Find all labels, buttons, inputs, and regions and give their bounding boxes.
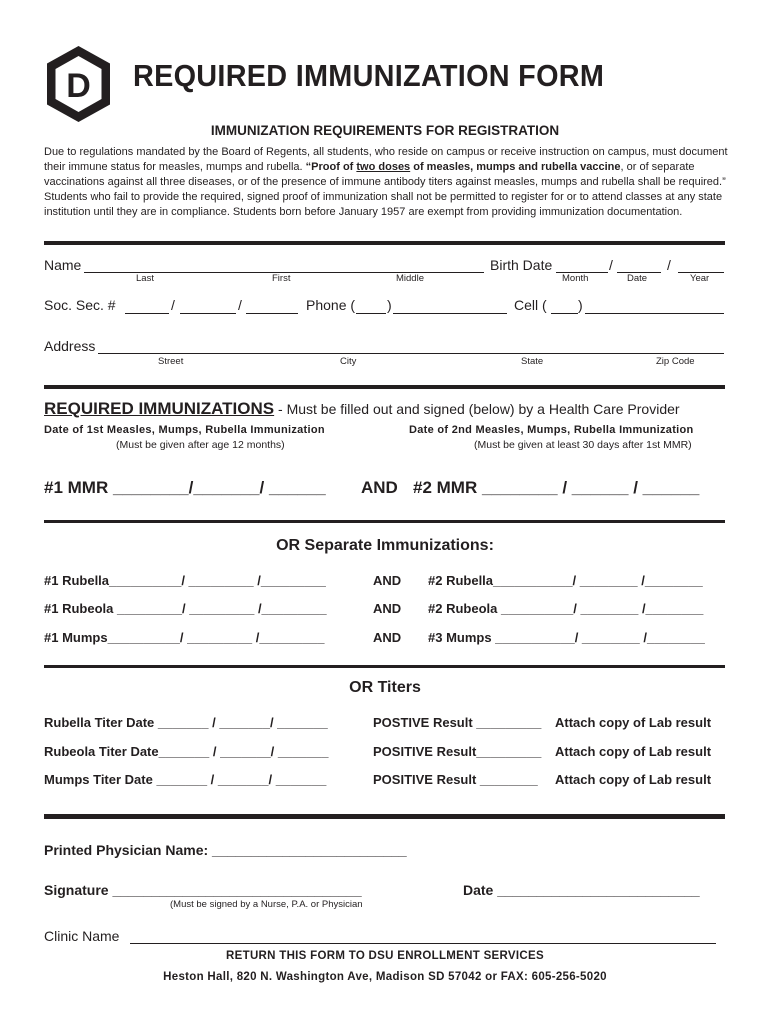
attach-lab-note: Attach copy of Lab result [555,772,712,787]
rubella-dose-2-field[interactable]: #2 Rubella___________/ ________ /________ [428,573,703,588]
birth-sub-date: Date [627,273,648,284]
address-sub-zip: Zip Code [656,356,695,367]
rubeola-dose-2-field[interactable]: #2 Rubeola __________/ ________ /________ [428,601,704,616]
ssn-field-1[interactable] [125,313,169,314]
mmr2-date-field[interactable]: #2 MMR ________ / ______ / ______ [413,478,700,497]
divider [44,665,725,668]
mumps-dose-2-field[interactable]: #3 Mumps ___________/ ________ /________ [428,630,705,645]
rubella-titer-result-field[interactable]: POSTIVE Result _________ [373,715,542,730]
cell-field[interactable] [585,313,724,314]
clinic-name-field[interactable] [130,943,716,944]
phone-close: ) [387,297,392,313]
and-label: AND [373,601,402,616]
intro-paragraph: Due to regulations mandated by the Board of Regents, all students, who reside on campus or receive instruction on campus, must document their immune status for measles, mumps and rubella. “Proof of two doses of measles, mumps and rubella vaccine, or of separate vaccinations against all three diseases, or of the presence of immune antibody titers against measles, mumps and rubella shall be required.” Students who fail to provide the required, signed proof of immunization shall not be permitted to register for or to attend classes at any state institution until they are in compliance. Students born before January 1957 are exempt from providing immunization documentation. [44,146,728,218]
mmr1-date-field[interactable]: #1 MMR ________/_______/ ______ [44,478,326,497]
address-field[interactable] [98,353,724,354]
dsu-logo [44,44,113,124]
ssn-sep: / [171,297,175,313]
and-label: AND [361,478,398,497]
cell-close: ) [578,297,583,313]
and-label: AND [373,573,402,588]
birth-sub-year: Year [690,273,710,284]
birth-date-label: Birth Date [490,257,553,273]
rubeola-titer-date-field[interactable]: Rubeola Titer Date_______ / _______/ _______ [44,744,329,759]
divider [44,814,725,819]
return-address: Heston Hall, 820 N. Washington Ave, Madison SD 57042 or FAX: 605-256-5020 [163,971,607,983]
and-label: AND [373,630,402,645]
titers-heading: OR Titers [349,679,421,696]
rubeola-dose-1-field[interactable]: #1 Rubeola _________/ _________ /_________ [44,601,327,616]
mumps-titer-date-field[interactable]: Mumps Titer Date _______ / _______/ _______ [44,772,327,787]
mmr2-column-title: Date of 2nd Measles, Mumps, Rubella Immunization [409,424,694,436]
address-label: Address [44,338,96,354]
address-sub-street: Street [158,356,184,367]
date-field[interactable]: Date __________________________ [463,882,700,898]
ssn-label: Soc. Sec. # [44,297,116,313]
attach-lab-note: Attach copy of Lab result [555,715,712,730]
return-instructions: RETURN THIS FORM TO DSU ENROLLMENT SERVICES [226,950,544,962]
printed-physician-name-field[interactable]: Printed Physician Name: _________________________ [44,842,407,858]
divider [44,520,725,523]
name-sub-first: First [272,273,291,284]
phone-label: Phone ( [306,297,356,313]
ssn-field-3[interactable] [246,313,298,314]
ssn-field-2[interactable] [180,313,236,314]
ssn-sep: / [238,297,242,313]
rubella-dose-1-field[interactable]: #1 Rubella__________/ _________ /_________ [44,573,326,588]
clinic-name-label: Clinic Name [44,928,120,944]
mumps-titer-result-field[interactable]: POSITIVE Result ________ [373,772,538,787]
address-sub-state: State [521,356,544,367]
rubella-titer-date-field[interactable]: Rubella Titer Date _______ / _______/ _______ [44,715,328,730]
logo-letter: D [66,67,91,105]
name-sub-last: Last [136,273,154,284]
phone-area-field[interactable] [356,313,386,314]
name-label: Name [44,257,82,273]
mumps-dose-1-field[interactable]: #1 Mumps__________/ _________ /_________ [44,630,325,645]
attach-lab-note: Attach copy of Lab result [555,744,712,759]
divider [44,385,725,389]
mmr1-column-note: (Must be given after age 12 months) [116,439,285,451]
name-sub-middle: Middle [396,273,424,284]
mmr1-column-title: Date of 1st Measles, Mumps, Rubella Immunization [44,424,325,436]
address-sub-city: City [340,356,357,367]
birth-sep: / [609,257,613,273]
form-title: REQUIRED IMMUNIZATION FORM [133,58,605,93]
mmr2-column-note: (Must be given at least 30 days after 1st MMR) [474,439,692,451]
rubeola-titer-result-field[interactable]: POSITIVE Result_________ [373,744,542,759]
signature-note: (Must be signed by a Nurse, P.A. or Physician [170,899,363,910]
phone-field[interactable] [393,313,507,314]
requirements-heading: IMMUNIZATION REQUIREMENTS FOR REGISTRATION [210,123,560,138]
required-immunizations-heading: REQUIRED IMMUNIZATIONS - Must be filled out and signed (below) by a Health Care Provider [44,399,680,418]
divider [44,241,725,245]
signature-field[interactable]: Signature ________________________________ [44,882,362,898]
birth-sub-month: Month [562,273,589,284]
cell-label: Cell ( [514,297,547,313]
cell-area-field[interactable] [551,313,578,314]
separate-immunizations-heading: OR Separate Immunizations: [276,537,494,554]
birth-sep: / [667,257,671,273]
